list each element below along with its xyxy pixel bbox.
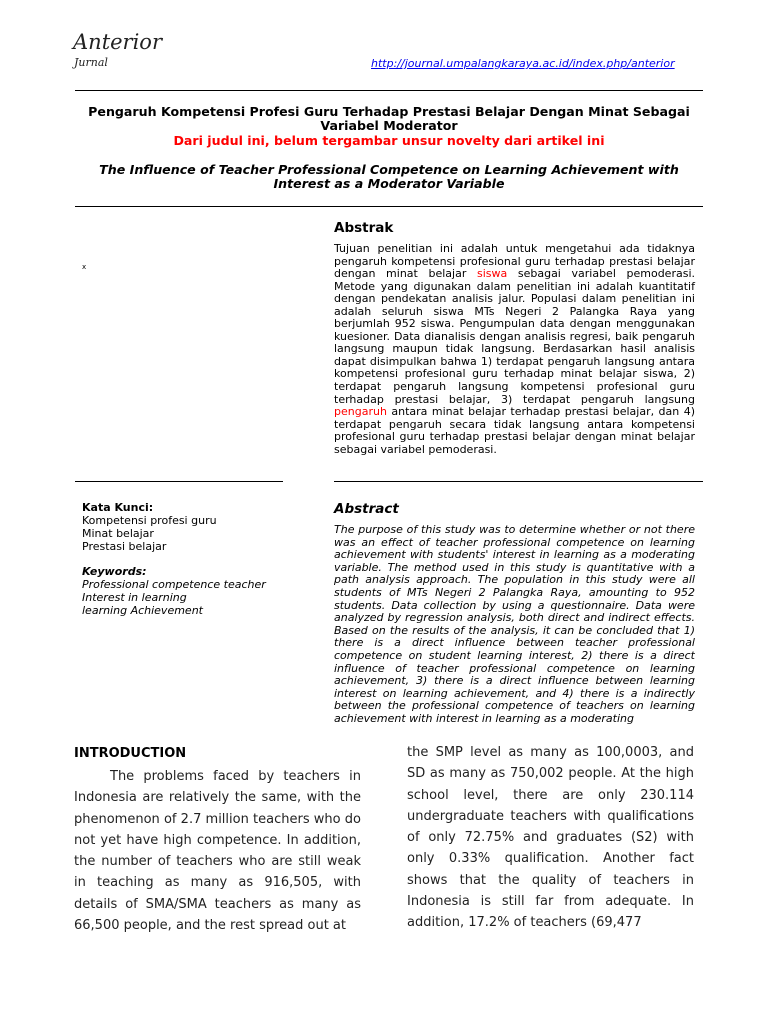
reviewer-note: Dari judul ini, belum tergambar unsur novelty dari artikel ini	[173, 133, 605, 148]
journal-name: Anterior	[73, 30, 162, 54]
placeholder-marker: x	[82, 263, 87, 271]
abstrak-text-3: antara minat belajar terhadap prestasi belajar, dan 4) terdapat pengaruh secara tidak langsung antara kompetensi profesional guru terhadap prestasi belajar dengan minat belajar sebagai variabel pemoderasi.	[334, 405, 695, 456]
abstrak-heading: Abstrak	[334, 220, 394, 236]
abstract-body: The purpose of this study was to determine whether or not there was an effect of teacher professional competence on learning achievement with students' interest in learning as a moderating variable. The method used in this study is quantitative with a path analysis approach. The population in this study were all students of MTs Negeri 2 Palangka Raya, amounting to 952 students. Data collection by using a questionnaire. Data were analyzed by regression analysis, both direct and indirect effects. Based on the results of the analysis, it can be concluded that 1) there is a direct influence between teacher professional competence on student learning interest, 2) there is a direct influence of teacher professional competence on learning achievement, 3) there is a direct influence between learning interest on learning achievement, and 4) there is a indirectly between the professional competence of teachers on learning achievement with interest in learning as a moderating	[334, 524, 695, 725]
keywords-item: Interest in learning	[82, 591, 187, 604]
abstrak-body	[334, 243, 695, 456]
kata-kunci-item: Kompetensi profesi guru	[82, 514, 217, 527]
keywords-item: learning Achievement	[82, 604, 203, 617]
abstract-rule	[334, 481, 703, 482]
title-indonesian: Pengaruh Kompetensi Profesi Guru Terhadap Prestasi Belajar Dengan Minat Sebagai Variabel Moderator	[88, 104, 690, 133]
kata-kunci-heading: Kata Kunci:	[82, 501, 154, 514]
abstrak-text-2: sebagai variabel pemoderasi. Metode yang digunakan dalam penelitian ini adalah kuantitatif dengan pendekatan analisis jalur. Populasi dalam penelitian ini adalah seluruh siswa MTs Negeri 2 Palangka Raya yang berjumlah 952 siswa. Pengumpulan data dengan menggunakan kuesioner. Data dianalisis dengan analisis regresi, baik pengaruh langsung maupun tidak langsung. Berdasarkan hasil analisis dapat disimpulkan bahwa 1) terdapat pengaruh langsung antara kompetensi profesional guru terhadap minat belajar siswa, 2) terdapat pengaruh langsung kompetensi profesional guru terhadap prestasi belajar, 3) terdapat pengaruh langsung	[334, 267, 695, 406]
title-english: The Influence of Teacher Professional Competence on Learning Achievement with Interest as a Moderator Variable	[99, 162, 679, 191]
abstrak-highlight-siswa: siswa	[476, 267, 508, 281]
journal-url-link[interactable]: http://journal.umpalangkaraya.ac.id/index.php/anterior	[371, 57, 675, 70]
kata-kunci-block	[82, 501, 312, 617]
abstrak-highlight-pengaruh: pengaruh	[334, 405, 387, 419]
introduction-heading: INTRODUCTION	[74, 746, 187, 761]
introduction-left-column: The problems faced by teachers in Indonesia are relatively the same, with the phenomenon of 2.7 million teachers who do not yet have high competence. In addition, the number of teachers who are still weak in teaching as many as 916,505, with details of SMA/SMA teachers as many as 66,500 people, and the rest spread out at	[74, 769, 361, 934]
keywords-rule	[75, 481, 283, 482]
header-rule	[75, 90, 703, 91]
abstrak-text-1: Tujuan penelitian ini adalah untuk mengetahui ada tidaknya pengaruh kompetensi profesional guru terhadap prestasi belajar dengan minat belajar	[334, 242, 695, 281]
kata-kunci-item: Prestasi belajar	[82, 540, 167, 553]
journal-subtitle: Jurnal	[74, 56, 108, 69]
abstract-heading: Abstract	[334, 501, 399, 517]
keywords-item: Professional competence teacher	[82, 578, 266, 591]
introduction-right-column: the SMP level as many as 100,0003, and SD as many as 750,002 people. At the high school level, there are only 230.114 undergraduate teachers with qualifications of only 72.75% and graduates (S2) with only 0.33% qualification. Another fact shows that the quality of teachers in Indonesia is still far from adequate. In addition, 17.2% of teachers (69,477	[407, 745, 694, 931]
kata-kunci-item: Minat belajar	[82, 527, 154, 540]
title-rule	[75, 206, 703, 207]
keywords-heading: Keywords:	[82, 565, 147, 578]
